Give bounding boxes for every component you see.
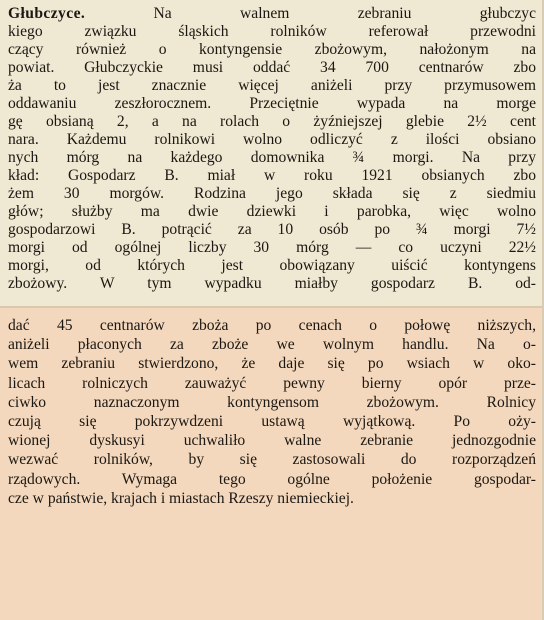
text-line: gę obsianą 2, a na rolach o żyźniejszej glebie 2½ cent <box>8 113 536 130</box>
text-line: nara. Każdemu rolnikowi wolno odliczyć z ilości obsiano <box>8 131 536 148</box>
article-column-upper <box>0 0 544 308</box>
headline-continuation: Na walnem zebraniu głubczyc <box>85 5 536 22</box>
text-line <box>8 5 536 23</box>
text-line: głów; służby ma dwie dziewki i parobka, więc wolno <box>8 203 536 220</box>
text-line: wem zebraniu stwierdzono, że daje się po wsiach w oko- <box>8 355 536 373</box>
text-line: żem 30 morgów. Rodzina jego składa się z siedmiu <box>8 185 536 202</box>
text-line: ża to jest znacznie więcej aniżeli przy przymusowem <box>8 77 536 94</box>
article-headline: Głubczyce. <box>8 5 86 22</box>
text-line: wezwać rolników, by się zastosowali do rozporządzeń <box>8 451 536 469</box>
text-line: wionej dyskusyi uchwaliło walne zebranie jednozgodnie <box>8 432 536 450</box>
text-line: morgi od ogólnej liczby 30 mórg — co uczyni 22½ <box>8 239 536 256</box>
text-line: nych mórg na każdego domownika ¾ morgi. Na przy <box>8 149 536 166</box>
text-line: cze w państwie, krajach i miastach Rzeszy niemieckiej. <box>8 489 354 507</box>
article-column-lower <box>0 308 544 620</box>
text-line: ciwko naznaczonym kontyngensom zbożowym. Rolnicy <box>8 393 536 411</box>
text-line: zbożowy. W tym wypadku miałby gospodarz B. od- <box>8 275 536 292</box>
text-line: powiat. Głubczyckie musi oddać 34 700 centnarów zbo <box>8 59 536 76</box>
text-line: oddawaniu zeszłorocznem. Przeciętnie wypada na morge <box>8 95 536 112</box>
text-line: gospodarzowi B. potrącić za 10 osób po ¾ morgi 7½ <box>8 221 536 238</box>
text-line: kład: Gospodarz B. miał w roku 1921 obsianych zbo <box>8 167 536 184</box>
text-line: dać 45 centnarów zboża po cenach o połowę niższych, <box>8 317 536 334</box>
text-line: czący również o kontyngensie zbożowym, nałożonym na <box>8 41 536 58</box>
text-line: licach rolniczych zauważyć pewny bierny opór prze- <box>8 374 536 392</box>
text-line: aniżeli płaconych za zboże we wolnym handlu. Na o- <box>8 336 536 354</box>
text-line: kiego związku śląskich rolników referował przewodni <box>8 23 536 40</box>
text-line: czują się pokrzywdzeni ustawą wyjątkową. Po oży- <box>8 412 536 430</box>
text-line: morgi, od których jest obowiązany uiścić kontyngens <box>8 257 536 274</box>
text-line: rządowych. Wymaga tego ogólne położenie gospodar- <box>8 470 536 488</box>
